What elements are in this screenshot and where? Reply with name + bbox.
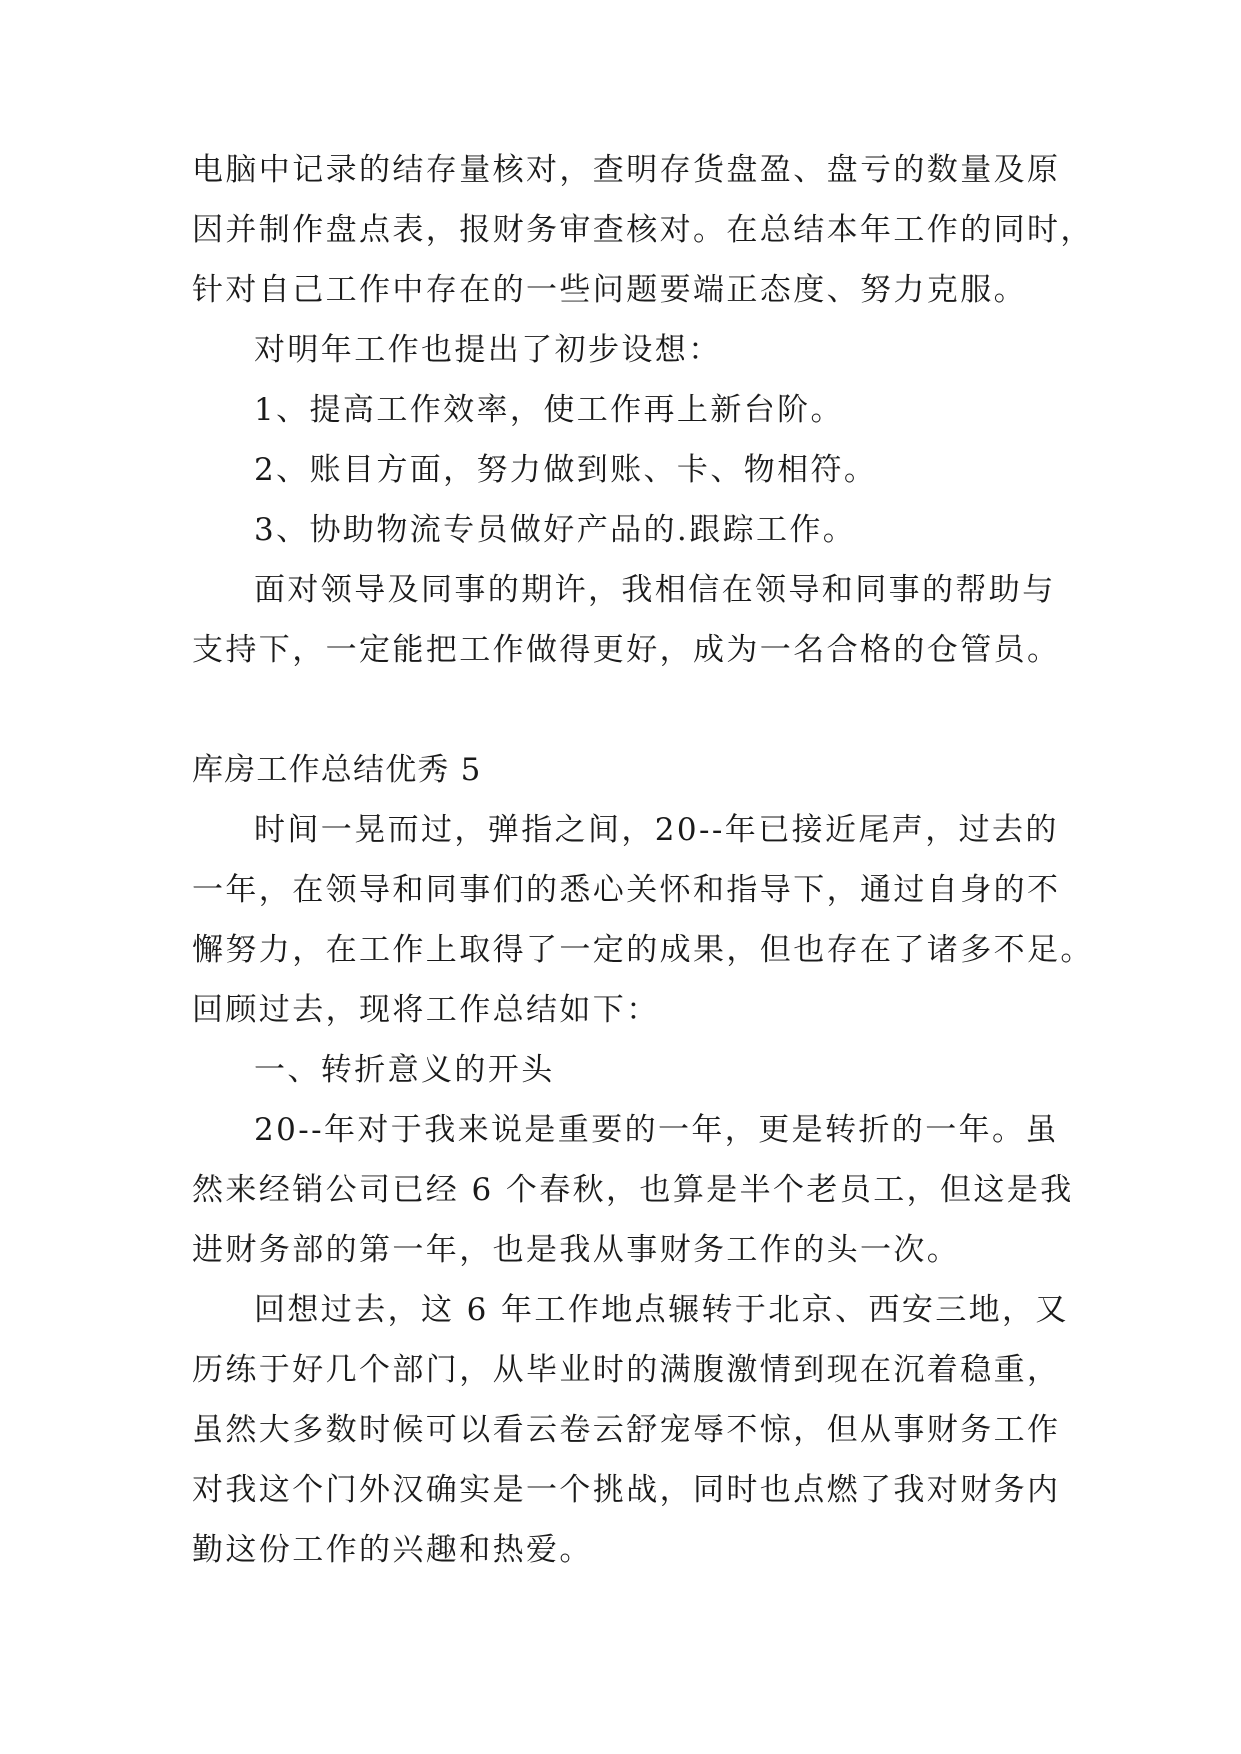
paragraph-line: 一年，在领导和同事们的悉心关怀和指导下，通过自身的不 xyxy=(192,872,1061,908)
section-heading: 库房工作总结优秀 5 xyxy=(192,752,482,788)
paragraph-line: 历练于好几个部门，从毕业时的满腹激情到现在沉着稳重， xyxy=(192,1352,1061,1388)
paragraph-line: 支持下，一定能把工作做得更好，成为一名合格的仓管员。 xyxy=(192,632,1061,668)
paragraph-line: 电脑中记录的结存量核对，查明存货盘盈、盘亏的数量及原 xyxy=(192,152,1061,188)
paragraph-line: 进财务部的第一年，也是我从事财务工作的头一次。 xyxy=(192,1232,961,1268)
paragraph-line: 面对领导及同事的期许，我相信在领导和同事的帮助与 xyxy=(254,572,1056,608)
subsection-heading: 一、转折意义的开头 xyxy=(254,1052,555,1088)
paragraph-line: 虽然大多数时候可以看云卷云舒宠辱不惊，但从事财务工作 xyxy=(192,1412,1061,1448)
paragraph-line: 时间一晃而过，弹指之间，20--年已接近尾声，过去的 xyxy=(254,812,1059,848)
paragraph-line: 懈努力，在工作上取得了一定的成果，但也存在了诸多不足。 xyxy=(192,932,1094,968)
paragraph-line: 回想过去，这 6 年工作地点辗转于北京、西安三地，又 xyxy=(254,1292,1069,1328)
paragraph-line: 对我这个门外汉确实是一个挑战，同时也点燃了我对财务内 xyxy=(192,1472,1061,1508)
list-item: 3、协助物流专员做好产品的.跟踪工作。 xyxy=(254,512,857,548)
list-item: 2、账目方面，努力做到账、卡、物相符。 xyxy=(254,452,878,488)
paragraph-line: 20--年对于我来说是重要的一年，更是转折的一年。虽 xyxy=(254,1112,1059,1148)
paragraph-line: 针对自己工作中存在的一些问题要端正态度、努力克服。 xyxy=(192,272,1027,308)
paragraph-line: 因并制作盘点表，报财务审查核对。在总结本年工作的同时， xyxy=(192,212,1094,248)
paragraph-line: 然来经销公司已经 6 个春秋，也算是半个老员工，但这是我 xyxy=(192,1172,1074,1208)
list-item: 1、提高工作效率，使工作再上新台阶。 xyxy=(254,392,844,428)
paragraph-line: 勤这份工作的兴趣和热爱。 xyxy=(192,1532,593,1568)
paragraph-line: 回顾过去，现将工作总结如下： xyxy=(192,992,660,1028)
paragraph-line: 对明年工作也提出了初步设想： xyxy=(254,332,722,368)
